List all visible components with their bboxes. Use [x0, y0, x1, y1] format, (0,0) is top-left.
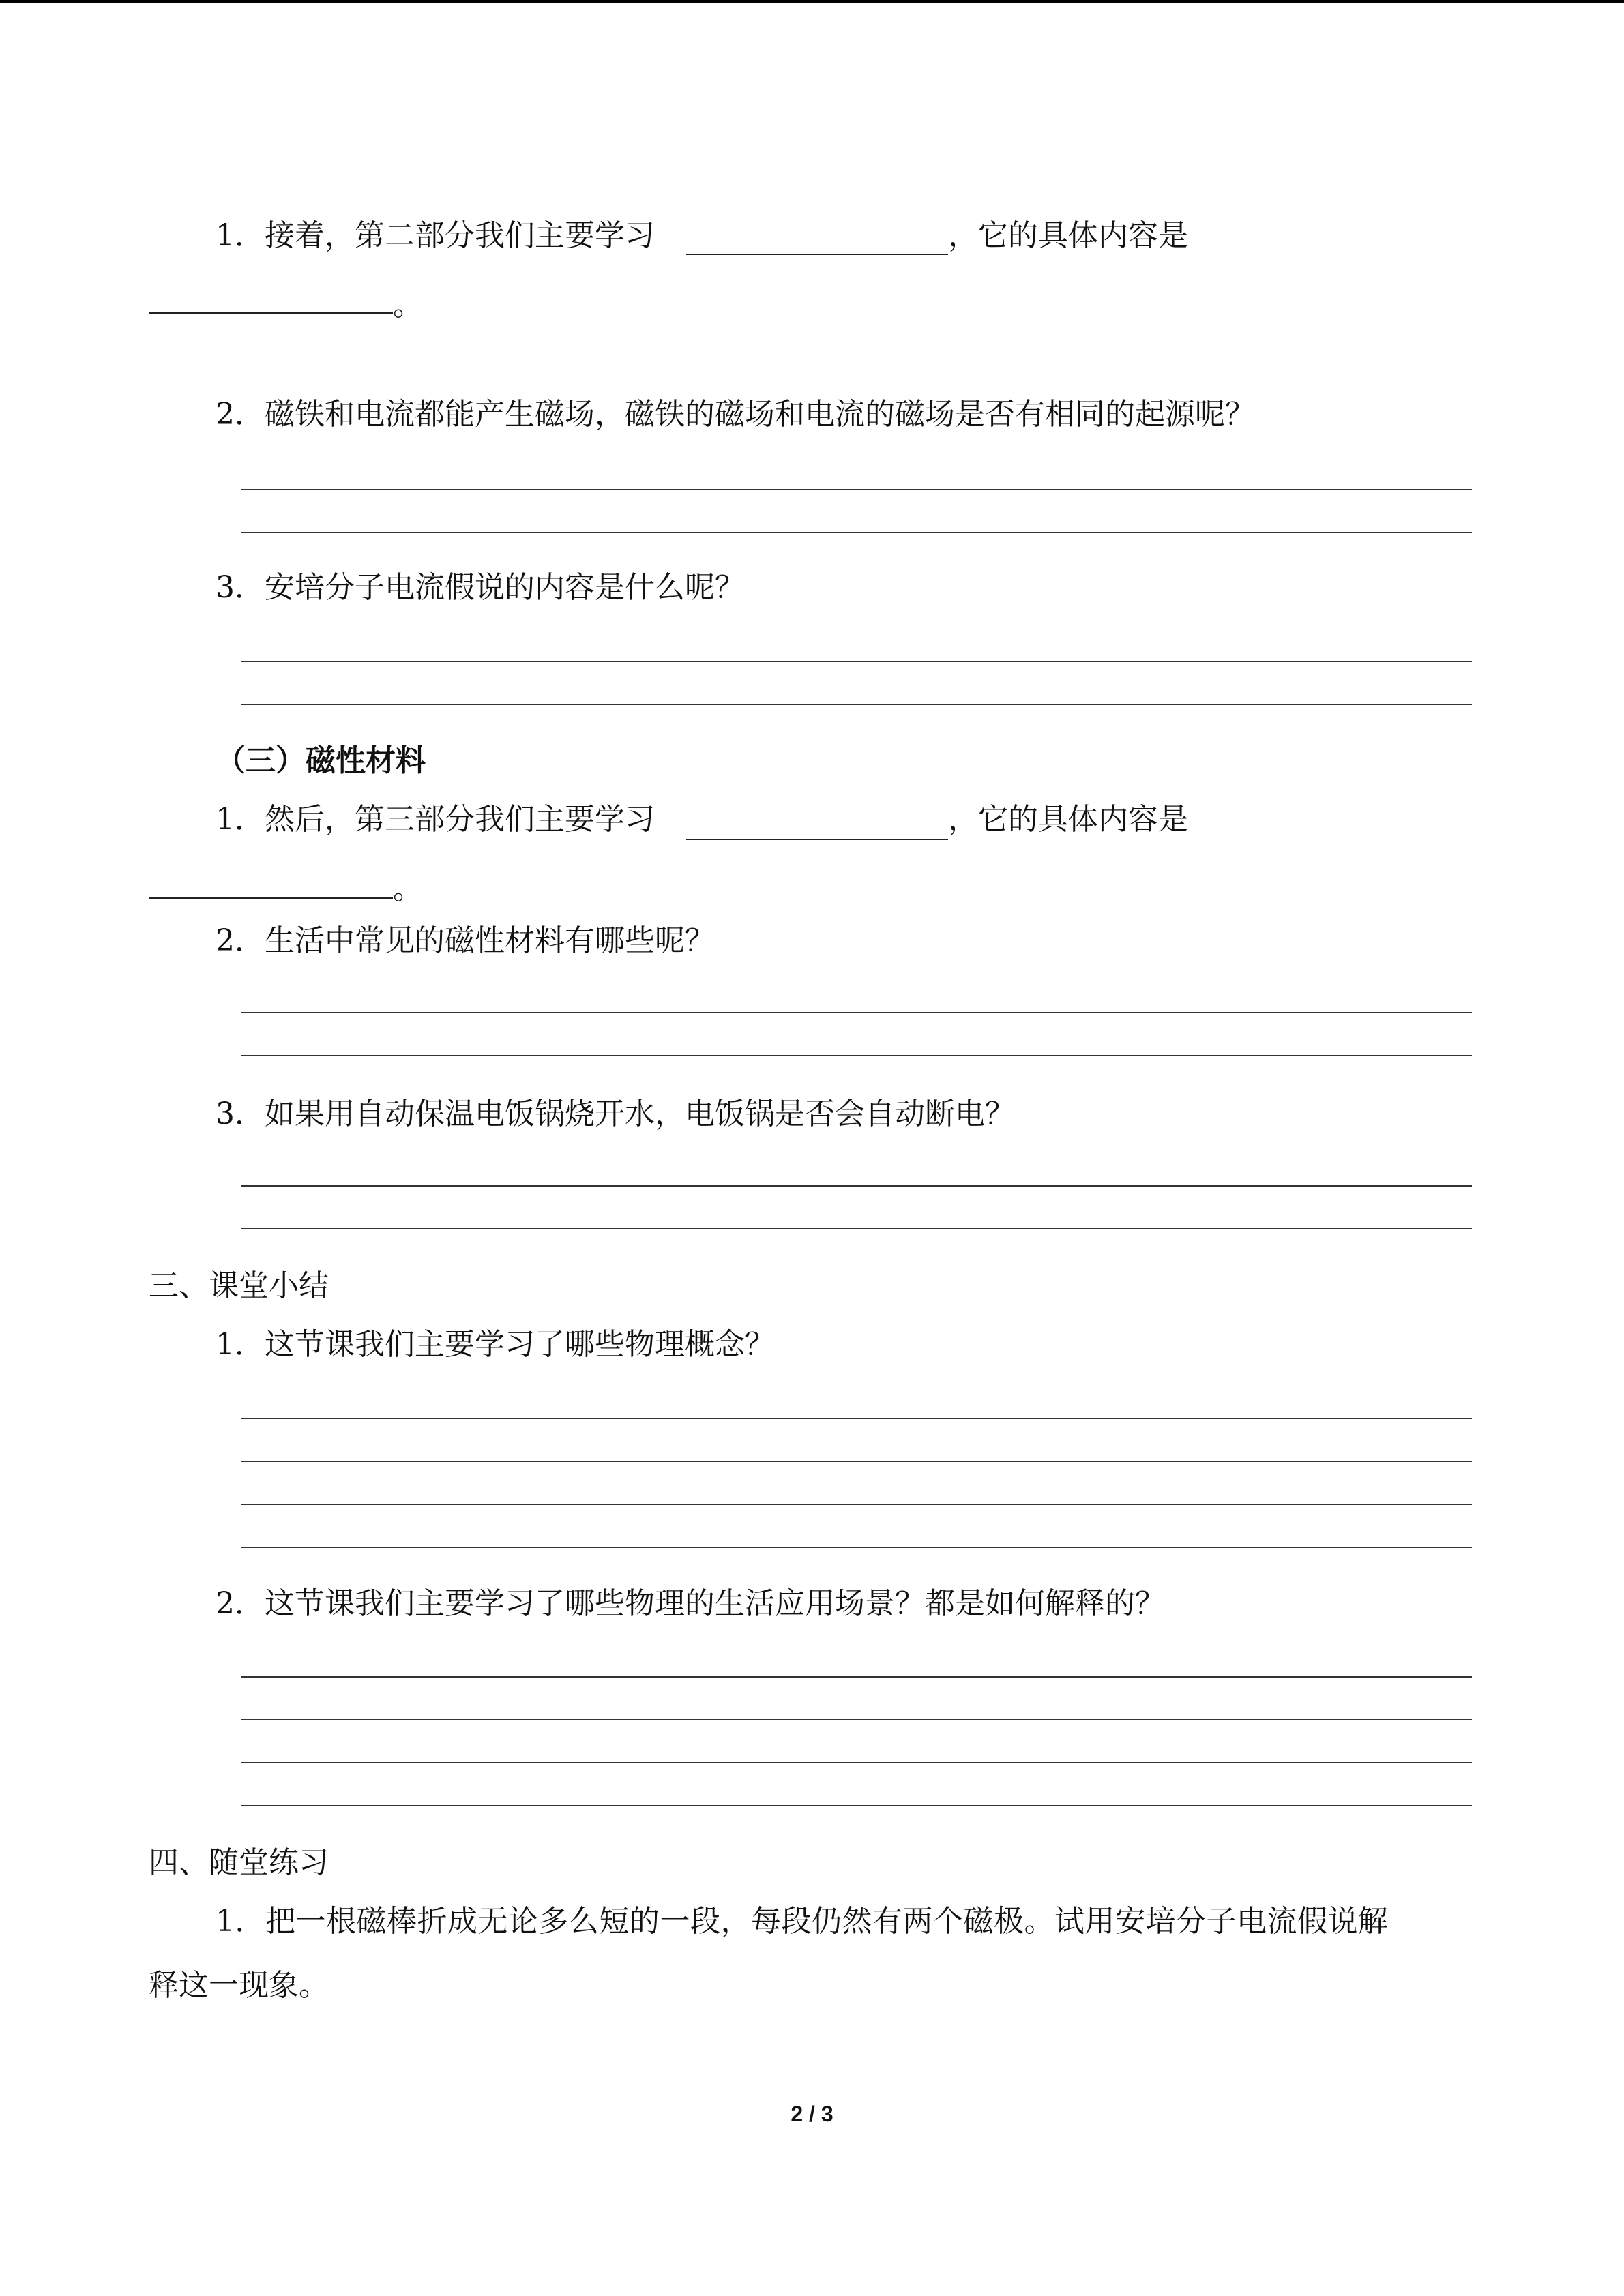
- answer-line[interactable]: [241, 1547, 1472, 1548]
- part2-q1-end: 。: [393, 288, 423, 323]
- part2-q3: 3．安培分子电流假说的内容是什么呢？: [216, 570, 745, 605]
- answer-line[interactable]: [241, 1719, 1472, 1720]
- answer-line[interactable]: [241, 532, 1472, 533]
- answer-line[interactable]: [241, 1228, 1472, 1229]
- part3-q1-end: 。: [393, 871, 423, 906]
- answer-line[interactable]: [241, 1676, 1472, 1678]
- part2-q1-blank[interactable]: [686, 254, 948, 255]
- part3-heading: （三）磁性材料: [216, 743, 426, 778]
- part3-q3: 3．如果用自动保温电饭锅烧开水，电饭锅是否会自动断电？: [216, 1097, 1015, 1131]
- answer-line[interactable]: [241, 1461, 1472, 1462]
- page-number: 2 / 3: [791, 2102, 833, 2126]
- part3-q2: 2．生活中常见的磁性材料有哪些呢？: [216, 923, 715, 958]
- answer-line[interactable]: [241, 1762, 1472, 1763]
- answer-line[interactable]: [241, 489, 1472, 490]
- answer-line[interactable]: [241, 704, 1472, 705]
- answer-line[interactable]: [241, 1805, 1472, 1806]
- practice-heading: 四、随堂练习: [149, 1845, 329, 1880]
- practice-q1-line2: 释这一现象。: [149, 1968, 329, 2003]
- part2-q1-content-blank[interactable]: [149, 312, 393, 314]
- page-top-border: [0, 0, 1624, 3]
- part3-q1-content-blank[interactable]: [149, 897, 393, 899]
- answer-line[interactable]: [241, 1012, 1472, 1013]
- answer-line[interactable]: [241, 1055, 1472, 1056]
- part3-q1-blank[interactable]: [686, 839, 948, 840]
- answer-line[interactable]: [241, 661, 1472, 662]
- summary-q2: 2．这节课我们主要学习了哪些物理的生活应用场景？都是如何解释的？: [216, 1586, 1165, 1621]
- part2-q1-suffix: ，它的具体内容是: [948, 218, 1188, 253]
- part3-q1-prefix: 1．然后，第三部分我们主要学习: [216, 802, 655, 837]
- summary-heading: 三、课堂小结: [149, 1268, 329, 1303]
- answer-line[interactable]: [241, 1418, 1472, 1419]
- answer-line[interactable]: [241, 1185, 1472, 1187]
- practice-q1-line1: 1．把一根磁棒折成无论多么短的一段，每段仍然有两个磁极。试用安培分子电流假说解: [216, 1904, 1389, 1939]
- part3-q1-suffix: ，它的具体内容是: [948, 802, 1188, 837]
- part2-q2: 2．磁铁和电流都能产生磁场，磁铁的磁场和电流的磁场是否有相同的起源呢？: [216, 397, 1255, 432]
- part2-q1-prefix: 1．接着，第二部分我们主要学习: [216, 218, 655, 253]
- answer-line[interactable]: [241, 1504, 1472, 1505]
- summary-q1: 1．这节课我们主要学习了哪些物理概念？: [216, 1327, 775, 1362]
